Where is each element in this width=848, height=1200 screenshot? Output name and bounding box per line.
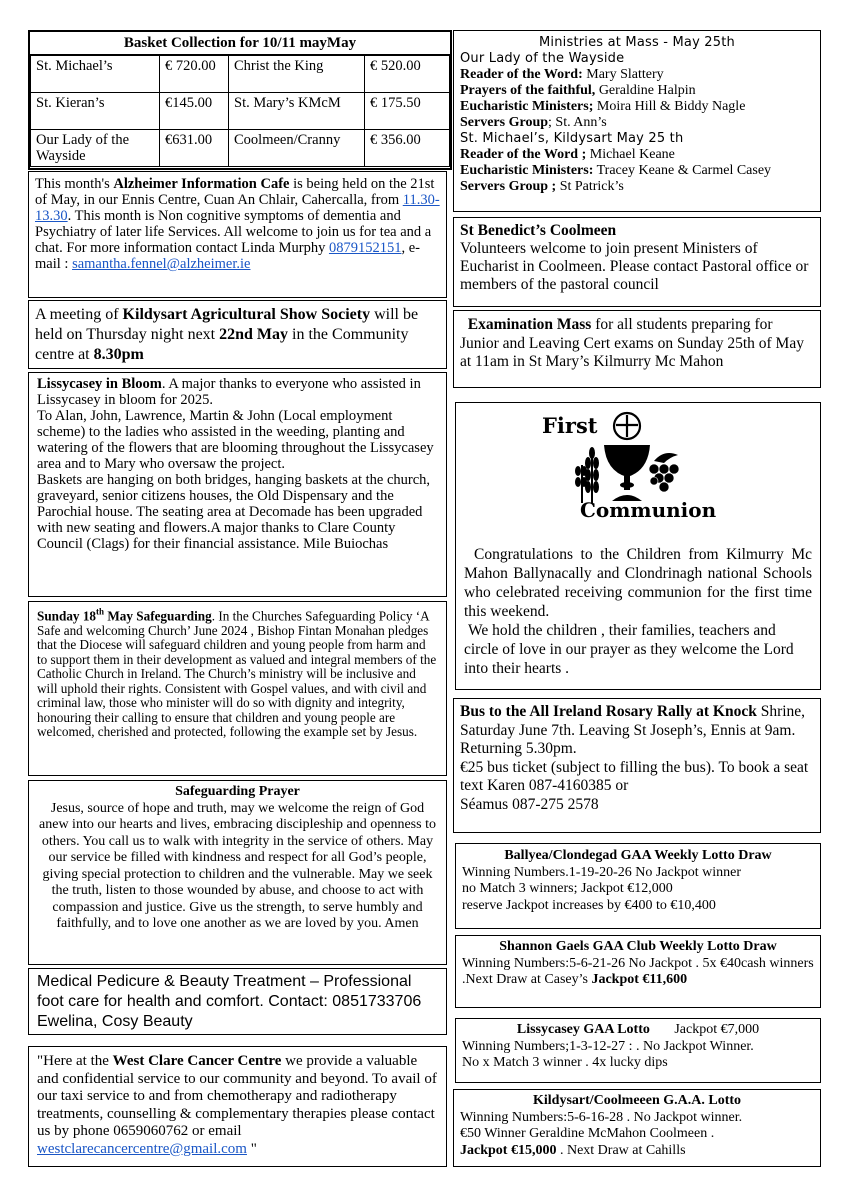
safeguarding-prayer-box bbox=[28, 780, 447, 965]
table-cell: €145.00 bbox=[160, 93, 229, 130]
chalice-icon bbox=[464, 403, 814, 545]
table-cell: € 356.00 bbox=[365, 130, 450, 167]
table-cell: €631.00 bbox=[160, 130, 229, 167]
ministry-line: Prayers of the faithful, Geraldine Halpin bbox=[460, 83, 696, 98]
lotto-line: Winning Numbers;1-3-12-27 : . No Jackpot Winner. bbox=[462, 1038, 754, 1054]
lissycasey-bloom-box bbox=[28, 372, 447, 597]
cancer-centre-box bbox=[28, 1046, 447, 1167]
table-cell: St. Kieran’s bbox=[31, 93, 160, 130]
table-cell: Christ the King bbox=[229, 56, 365, 93]
parish-heading: St. Michael’s, Kildysart May 25 th bbox=[460, 131, 684, 146]
communion-word-first: First bbox=[542, 413, 598, 438]
ballyea-lotto-box bbox=[455, 843, 821, 929]
phone-link[interactable]: 0879152151 bbox=[328, 240, 402, 256]
table-cell: € 720.00 bbox=[160, 56, 229, 93]
lotto-title: Kildysart/Coolmeeen G.A.A. Lotto bbox=[532, 1093, 742, 1108]
lissycasey-gaa-lotto-box bbox=[455, 1018, 821, 1083]
safeguarding-box bbox=[28, 601, 447, 776]
safeguarding-text: Sunday 18th May Safeguarding. In the Churches Safeguarding Policy ‘A Safe and welcoming Church’ June 2024 , Bishop Fintan Monahan pledges that the Diocese will safeguard children and young people from harm and to support them in their development as valued and integral members of the Catholic Church in Ireland. The Church’s ministry will be inclusive and will uphold their rights. Consistent with Gospel values, and with civil and criminal law, those who minister will do so with dignity and integrity, honouring their calling to ensure that children and young people are welcomed, cherished and protected, following the example set by Jesus. bbox=[37, 607, 437, 740]
ministry-line: Reader of the Word: Mary Slattery bbox=[460, 67, 664, 82]
ministry-line: Eucharistic Ministers: Tracey Keane & Carmel Casey bbox=[460, 163, 772, 178]
basket-collection-box bbox=[28, 30, 452, 170]
st-benedict-box bbox=[453, 217, 821, 307]
prayer-title: Safeguarding Prayer bbox=[175, 784, 300, 799]
lotto-line: Jackpot €15,000 . Next Draw at Cahills bbox=[460, 1142, 686, 1158]
lotto-line: €50 Winner Geraldine McMahon Coolmeen . bbox=[460, 1126, 715, 1141]
alzheimer-cafe-box bbox=[28, 171, 447, 298]
ministry-line: Servers Group; St. Ann’s bbox=[460, 115, 607, 130]
bloom-text: Lissycasey in Bloom. A major thanks to everyone who assisted in Lissycasey in bloom for 2025. bbox=[37, 376, 421, 408]
communion-artwork bbox=[464, 403, 812, 545]
lotto-title: Lissycasey GAA Lotto Jackpot €7,000 bbox=[516, 1022, 760, 1037]
lotto-line: reserve Jackpot increases by €400 to €10,400 bbox=[462, 897, 716, 913]
pedicure-text: Medical Pedicure & Beauty Treatment – Professional foot care for health and comfort. Contact: 0851733706 Ewelina, Cosy Beauty bbox=[37, 973, 422, 1030]
rosary-rally-bus-box bbox=[453, 698, 821, 833]
lotto-line: no Match 3 winners; Jackpot €12,000 bbox=[462, 881, 673, 896]
lotto-line: Winning Numbers:5-6-21-26 No Jackpot . 5x €40cash winners .Next Draw at Casey’s Jackpot €11,600 bbox=[462, 955, 814, 987]
bloom-text: Baskets are hanging on both bridges, hanging baskets at the church, graveyard, senior citizens houses, the Old Dispensary and the Parochial house. The seating area at Decomade has been upgraded with new seating and flowers.A major thanks to Clare County Council (Clags) for their financial assistance. Mile Buiochas bbox=[37, 472, 431, 552]
benedict-text: Volunteers welcome to join present Ministers of Eucharist in Coolmeen. Please contact Pastoral office or members of the pastoral council bbox=[460, 240, 809, 293]
table-row bbox=[31, 130, 450, 167]
bloom-text: To Alan, John, Lawrence, Martin & John (Local employment scheme) to the ladies who assisted in the weeding, planting and watering of the flowers that are blooming throughout the Lissycasey area and to Mary who oversaw the project. bbox=[37, 408, 434, 472]
lotto-line: No x Match 3 winner . 4x lucky dips bbox=[462, 1055, 668, 1070]
table-cell: St. Michael’s bbox=[31, 56, 160, 93]
parish-heading: Our Lady of the Wayside bbox=[460, 51, 625, 66]
cancer-text: "Here at the West Clare Cancer Centre we provide a valuable and confidential service to our community and beyond. To avail of our taxi service to and from chemotherapy and radiotherapy treatments, counselling & complementary therapies please contact us by phone 0659060762 or email westclarecancercentre@gmail.com " bbox=[37, 1053, 437, 1157]
ministry-line: Servers Group ; St Patrick’s bbox=[460, 179, 624, 194]
communion-text: We hold the children , their families, teachers and circle of love in our prayer as they welcome the Lord into their hearts . bbox=[464, 622, 794, 677]
agri-text: A meeting of Kildysart Agricultural Show Society will be held on Thursday night next 22nd May in the Community centre at 8.30pm bbox=[35, 306, 419, 363]
ministry-line: Eucharistic Ministers; Moira Hill & Biddy Nagle bbox=[460, 99, 746, 114]
table-row bbox=[31, 93, 450, 130]
communion-text: Congratulations to the Children from Kilmurry Mc Mahon Ballynacally and Clondrinagh national Schools who celebrated receiving communion for the first time this weekend. bbox=[464, 546, 812, 620]
table-cell: € 520.00 bbox=[365, 56, 450, 93]
communion-word-communion: Communion bbox=[580, 498, 717, 522]
table-cell: St. Mary’s KMcM bbox=[229, 93, 365, 130]
basket-title: Basket Collection for 10/11 mayMay bbox=[30, 32, 450, 55]
ministries-box bbox=[453, 30, 821, 212]
bus-text: Bus to the All Ireland Rosary Rally at Knock Shrine, Saturday June 7th. Leaving St Joseph’s, Ennis at 9am. Returning 5.30pm. bbox=[460, 703, 806, 757]
first-communion-box bbox=[455, 402, 821, 690]
email-link[interactable]: samantha.fennel@alzheimer.ie bbox=[72, 256, 251, 272]
lotto-title: Ballyea/Clondegad GAA Weekly Lotto Draw bbox=[504, 848, 772, 863]
lotto-title: Shannon Gaels GAA Club Weekly Lotto Draw bbox=[499, 939, 777, 954]
bus-text: Séamus 087-275 2578 bbox=[460, 795, 599, 813]
basket-table bbox=[30, 55, 450, 167]
lotto-line: Winning Numbers.1-19-20-26 No Jackpot winner bbox=[462, 864, 741, 880]
email-link[interactable]: westclarecancercentre@gmail.com bbox=[37, 1140, 247, 1157]
table-cell: € 175.50 bbox=[365, 93, 450, 130]
ministries-heading: Ministries at Mass - May 25th bbox=[539, 35, 735, 50]
table-row bbox=[31, 56, 450, 93]
time-link[interactable]: 11.30-13.30 bbox=[35, 192, 440, 224]
table-cell: Coolmeen/Cranny bbox=[229, 130, 365, 167]
shannon-gaels-lotto-box bbox=[455, 935, 821, 1008]
prayer-text: Jesus, source of hope and truth, may we welcome the reign of God anew into our hearts and lives, embracing discipleship and openness to others. You call us to walk with integrity in the service of others. May our service be filled with kindness and respect for all God’s people, giving special protection to children and the vulnerable. May we seek the truth, listen to those wounded by abuse, and choose to act with compassion and justice. Give us the strength, to serve humbly and faithfully, and to love one another as we are loved by you. Amen bbox=[39, 800, 436, 931]
lotto-line: Winning Numbers:5-6-16-28 . No Jackpot winner. bbox=[460, 1109, 743, 1125]
kildysart-gaa-lotto-box bbox=[453, 1089, 821, 1167]
ministry-line: Reader of the Word ; Michael Keane bbox=[460, 147, 675, 162]
benedict-title: St Benedict’s Coolmeen bbox=[460, 222, 617, 239]
agricultural-show-box bbox=[28, 300, 447, 369]
pedicure-box bbox=[28, 968, 447, 1035]
alzheimer-text: This month's Alzheimer Information Cafe is being held on the 21st of May, in our Ennis Centre, Cuan An Chlair, Cahercalla, from 11.30-13.30. This month is Non cognitive symptoms of dementia and Psychiatry of later life Services. All welcome to join us for tea and a chat. For more information contact Linda Murphy 0879152151, e-mail : samantha.fennel@alzheimer.ie bbox=[35, 176, 440, 272]
bus-text: €25 bus ticket (subject to filling the bus). To book a seat text Karen 087-4160385 or bbox=[460, 758, 809, 794]
exam-text: Examination Mass for all students preparing for Junior and Leaving Cert exams on Sunday 25th of May at 11am in St Mary’s Kilmurry Mc Mahon bbox=[460, 316, 804, 370]
table-cell: Our Lady of the Wayside bbox=[31, 130, 160, 167]
examination-mass-box bbox=[453, 310, 821, 388]
